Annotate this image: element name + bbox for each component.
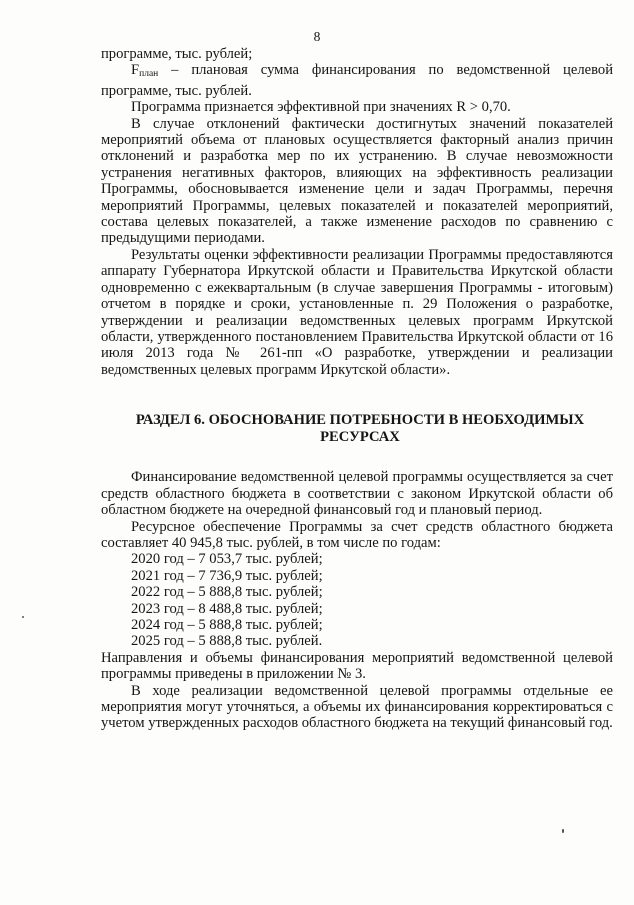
formula-definition: – плановая сумма финансирования по ведомственной целевой программе, тыс. рублей. [101,62,613,99]
year-item: 2024 год – 5 888,8 тыс. рублей; [131,616,323,633]
year-item: 2022 год – 5 888,8 тыс. рублей; [131,584,323,601]
paragraph-resource-total: Ресурсное обеспечение Программы за счет средств областного бюджета составляет 40 945,8 тыс. рублей, в том числе по годам: [101,518,613,551]
scan-speck [562,829,564,833]
formula-subscript: план [139,69,159,80]
year-item: 2023 год – 8 488,8 тыс. рублей; [131,600,323,617]
paragraph-financing-source: Финансирование ведомственной целевой программы осуществляется за счет средств областного бюджета в соответствии с законом Иркутской области об областном бюджете на очередной финансовый год и плановый период. [101,469,613,519]
section-heading-line1: РАЗДЕЛ 6. ОБОСНОВАНИЕ ПОТРЕБНОСТИ В НЕОБХОДИМЫХ [135,412,585,429]
section-heading [101,412,613,445]
formula-symbol: F [131,62,140,79]
page-number: 8 [313,29,321,44]
paragraph-f-plan-definition [101,62,613,99]
paragraph-efficiency-threshold: Программа признается эффективной при значениях R > 0,70. [131,99,511,116]
year-item: 2020 год – 7 053,7 тыс. рублей; [131,551,323,568]
paragraph-deviation-analysis: В случае отклонений фактически достигнутых значений показателей мероприятий объема от плановых осуществляется факторный анализ причин отклонений и разработка мер по их устранению. В случае невозможности устранения негативных факторов, влияющих на эффективность реализации Программы, обосновывается изменение цели и задач Программы, перечня мероприятий Программы, целевых показателей и показателей мероприятий, состава целевых показателей, а также изменение расходов по сравнению с предыдущими периодами. [101,115,613,247]
section-heading-line2: РЕСУРСАХ [320,428,400,445]
paragraph-evaluation-results: Результаты оценки эффективности реализации Программы предоставляются аппарату Губернатора Иркутской области и Правительства Иркутской области одновременно с ежеквартальным (в случае завершения Программы - итоговым) отчетом в порядке и сроки, установленные п. 29 Положения о разработке, утверждении и реализации ведомственных целевых программ Иркутской области, утвержденного постановлением Правительства Иркутской области от 16 июля 2013 года № 261-пп «О разработке, утверждении и реализации ведомственных целевых программ Иркутской области». [101,246,613,378]
years-list [101,551,613,649]
paragraph-adjustments: В ходе реализации ведомственной целевой программы отдельные ее мероприятия могут уточняться, а объемы их финансирования корректироваться с учетом утвержденных расходов областного бюджета на текущий финансовый год. [101,682,613,732]
year-item: 2025 год – 5 888,8 тыс. рублей. [131,633,323,650]
year-item: 2021 год – 7 736,9 тыс. рублей; [131,567,323,584]
paragraph-continuation: программе, тыс. рублей; [101,46,253,62]
page-body [101,46,613,732]
scan-speck [22,616,24,618]
paragraph-appendix-reference: Направления и объемы финансирования мероприятий ведомственной целевой программы приведены в приложении № 3. [101,649,613,683]
heading-spacer [101,445,613,469]
